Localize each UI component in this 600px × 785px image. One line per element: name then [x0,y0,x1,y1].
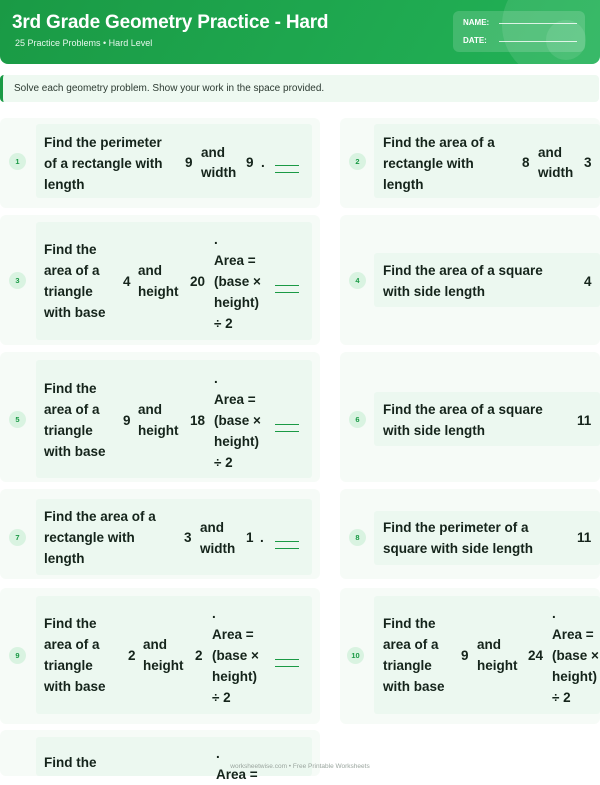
problem-number: 1 [9,153,26,170]
problem-text: and [538,145,563,160]
problem-text: and [138,402,163,417]
problem-text: . [214,371,218,386]
name-date-box [453,11,585,52]
problem-text: triangle [44,658,93,673]
problem-text: . [552,606,556,621]
problem-value: 1 [246,530,254,545]
problem-value: 2 [128,648,136,663]
name-line[interactable] [499,22,577,24]
problem-number: 6 [349,411,366,428]
problem-text: triangle [44,423,93,438]
formula-text: Area = [216,767,258,782]
problem-text: . [260,530,264,545]
problem-text: Find the area of a square [383,263,543,278]
problem-text: with side length [383,284,486,299]
problem-text: Find the [44,616,97,631]
problem-text: width [201,165,237,180]
problem-text: height [143,658,184,673]
problem-value: 11 [577,530,592,545]
problem-value: 18 [190,413,206,428]
problem-number: 10 [347,647,364,664]
problem-text: Find the [383,616,436,631]
problem-text: area of a [44,637,100,652]
worksheet-header [0,0,600,64]
problem-number: 3 [9,272,26,289]
problem-number: 7 [9,529,26,546]
name-row [463,18,577,27]
formula-text: (base × [214,413,261,428]
page-footer: worksheetwise.com • Free Printable Worksheets [230,763,370,770]
problem-value: 2 [195,648,203,663]
problem-text: length [44,551,85,566]
problem-value: 3 [184,530,192,545]
problem-text: and [200,520,225,535]
problem-number: 4 [349,272,366,289]
problem-text: length [383,177,424,192]
problem-text: Find the [44,381,97,396]
problem-text: and [477,637,502,652]
formula-text: (base × [552,648,599,663]
formula-text: ÷ 2 [212,690,231,705]
problem-value: 9 [123,413,131,428]
name-label: NAME: [463,18,490,27]
problem-text: length [44,177,85,192]
date-line[interactable] [499,40,577,42]
page-title: 3rd Grade Geometry Practice - Hard [12,12,329,33]
problem-value: 11 [577,413,592,428]
problem-text: with base [383,679,445,694]
problem-value: 3 [584,155,592,170]
problem-text: Find the area of a [383,135,495,150]
formula-text: Area = [212,627,254,642]
problem-text: of a rectangle with [44,156,163,171]
instructions-text: Solve each geometry problem. Show your work in the space provided. [14,83,325,94]
date-label: DATE: [463,36,487,45]
problem-number: 2 [349,153,366,170]
problem-text: . [261,155,265,170]
formula-text: Area = [214,253,256,268]
formula-text: Area = [214,392,256,407]
problem-value: 9 [461,648,469,663]
problem-text: with base [44,444,106,459]
problem-text: . [212,606,216,621]
problem-text: Find the area of a [44,509,156,524]
formula-text: ÷ 2 [552,690,571,705]
instructions-banner [0,75,599,102]
answer-blank[interactable] [275,541,299,549]
problem-text: triangle [44,284,93,299]
problem-value: 4 [123,274,131,289]
formula-text: height) [214,295,259,310]
problem-text: width [538,165,574,180]
problem-text: . [216,746,220,761]
problem-text: height [477,658,518,673]
problem-text: and [143,637,168,652]
formula-text: (base × [212,648,259,663]
problem-text: with base [44,305,106,320]
problem-text: Find the area of a square [383,402,543,417]
problem-number: 8 [349,529,366,546]
problem-text: Find the [44,242,97,257]
problem-text: area of a [44,402,100,417]
problem-text: area of a [44,263,100,278]
problem-text: and [138,263,163,278]
problem-text: square with side length [383,541,534,556]
date-row [463,36,577,45]
problem-text: rectangle with [383,156,474,171]
formula-text: ÷ 2 [214,455,233,470]
problem-text: width [200,541,236,556]
problem-text: . [214,232,218,247]
answer-blank[interactable] [275,659,299,667]
problem-value: 4 [584,274,592,289]
formula-text: ÷ 2 [214,316,233,331]
problem-text: with base [44,679,106,694]
problem-value: 8 [522,155,530,170]
formula-text: height) [552,669,597,684]
formula-text: (base × [214,274,261,289]
problem-text: triangle [383,658,432,673]
problem-value: 20 [190,274,206,289]
problem-text: area of a [383,637,439,652]
answer-blank[interactable] [275,424,299,432]
problem-number: 9 [9,647,26,664]
page-subtitle: 25 Practice Problems • Hard Level [15,38,153,48]
formula-text: height) [212,669,257,684]
problem-text: height [138,423,179,438]
formula-text: height) [214,434,259,449]
problem-text: and [201,145,226,160]
problem-value: 9 [246,155,254,170]
answer-blank[interactable] [275,165,299,173]
problem-value: 24 [528,648,544,663]
problem-text: Find the [44,755,97,770]
problem-number: 5 [9,411,26,428]
problem-text: Find the perimeter of a [383,520,529,535]
problem-text: rectangle with [44,530,135,545]
formula-text: Area = [552,627,594,642]
problem-value: 9 [185,155,193,170]
problem-text: height [138,284,179,299]
problem-text: Find the perimeter [44,135,162,150]
problem-text: with side length [383,423,486,438]
answer-blank[interactable] [275,285,299,293]
